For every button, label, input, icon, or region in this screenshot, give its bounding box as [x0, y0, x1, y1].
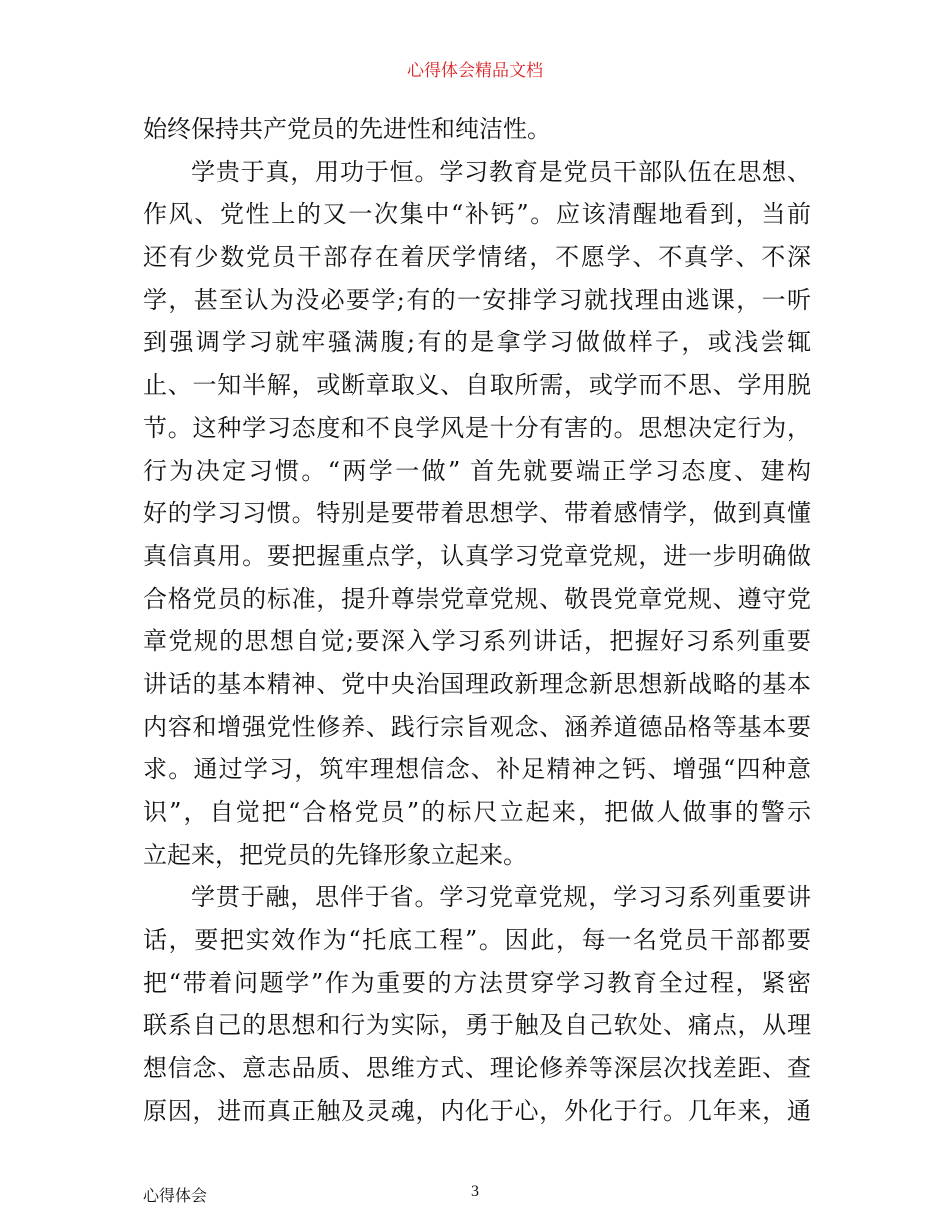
- text-line: 始终保持共产党员的先进性和纯洁性。: [143, 115, 551, 143]
- page-footer-label: 心得体会: [143, 1186, 208, 1205]
- text-line: 节。这种学习态度和不良学风是十分有害的。思想决定行为，: [143, 413, 811, 442]
- paragraph-first-line: 学贯于融，思伴于省。学习党章党规，学习习系列重要讲: [191, 883, 811, 912]
- text-line: 好的学习习惯。特别是要带着思想学、带着感情学，做到真懂: [143, 499, 811, 528]
- text-line: 学，甚至认为没必要学;有的一安排学习就找理由逃课，一听: [143, 285, 811, 314]
- paragraph-first-line: 学贵于真，用功于恒。学习教育是党员干部队伍在思想、: [191, 157, 811, 186]
- text-line: 话，要把实效作为“托底工程”。因此，每一名党员干部都要: [143, 926, 811, 955]
- text-line: 到强调学习就牢骚满腹;有的是拿学习做做样子，或浅尝辄: [143, 328, 811, 357]
- text-line: 合格党员的标准，提升尊崇党章党规、敬畏党章党规、遵守党: [143, 584, 811, 613]
- text-line: 求。通过学习，筑牢理想信念、补足精神之钙、增强“四种意: [143, 755, 811, 784]
- text-line: 内容和增强党性修养、践行宗旨观念、涵养道德品格等基本要: [143, 712, 811, 741]
- page-number: 3: [471, 1183, 479, 1200]
- text-line: 讲话的基本精神、党中央治国理政新理念新思想新战略的基本: [143, 669, 811, 698]
- text-line: 想信念、意志品质、思维方式、理论修养等深层次找差距、查: [143, 1054, 811, 1083]
- document-body: [143, 108, 811, 1133]
- text-line: 把“带着问题学”作为重要的方法贯穿学习教育全过程，紧密: [143, 968, 811, 997]
- text-line: 识”，自觉把“合格党员”的标尺立起来，把做人做事的警示: [143, 798, 811, 826]
- text-line: 真信真用。要把握重点学，认真学习党章党规，进一步明确做: [143, 541, 811, 570]
- text-line: 原因，进而真正触及灵魂，内化于心，外化于行。几年来，通: [143, 1096, 811, 1125]
- text-line: 还有少数党员干部存在着厌学情绪，不愿学、不真学、不深: [143, 243, 811, 272]
- text-line: 行为决定习惯。“两学一做” 首先就要端正学习态度、建构: [143, 456, 811, 485]
- page-header-title: 心得体会精品文档: [407, 61, 543, 81]
- text-line: 止、一知半解，或断章取义、自取所需，或学而不思、学用脱: [143, 371, 811, 400]
- text-line: 联系自己的思想和行为实际，勇于触及自己软处、痛点，从理: [143, 1011, 811, 1040]
- text-line: 作风、党性上的又一次集中“补钙”。应该清醒地看到，当前: [143, 200, 811, 229]
- text-line: 章党规的思想自觉;要深入学习系列讲话，把握好习系列重要: [143, 627, 811, 656]
- text-line: 立起来，把党员的先锋形象立起来。: [143, 840, 527, 869]
